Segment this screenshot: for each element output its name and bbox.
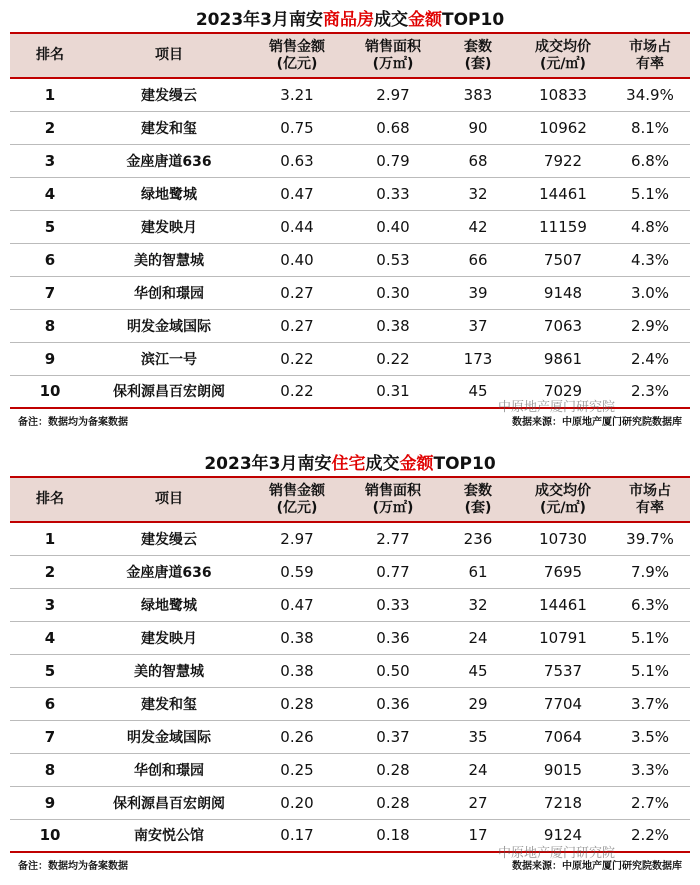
rank-cell: 3 [10,588,90,621]
column-header-line: 销售金额 [269,482,325,499]
amount-cell: 0.28 [248,687,346,720]
price-cell: 10730 [516,522,610,555]
title-part: TOP10 [441,10,505,30]
project-cell: 保利源昌百宏朗阅 [90,786,248,819]
table-header-row [10,478,690,522]
project-cell: 建发缦云 [90,78,248,111]
column-header [440,478,516,522]
price-cell: 7218 [516,786,610,819]
amount-cell: 0.47 [248,588,346,621]
table-title-residential [10,450,690,478]
column-header-unit: (亿元) [276,499,318,516]
column-header-line: 市场占 [629,482,671,499]
price-cell: 14461 [516,588,610,621]
table-row [10,522,690,555]
source-text: 数据来源：中原地产厦门研究院数据库 [512,860,682,872]
column-header-unit: 有率 [636,499,664,516]
price-cell: 7507 [516,243,610,276]
project-cell: 建发和玺 [90,687,248,720]
share-cell: 3.3% [610,753,690,786]
rank-cell: 5 [10,654,90,687]
table-body [10,78,690,408]
project-cell: 建发映月 [90,210,248,243]
area-cell: 0.18 [346,819,440,852]
amount-cell: 0.20 [248,786,346,819]
rank-cell: 5 [10,210,90,243]
table-row [10,687,690,720]
column-header-unit: (元/㎡) [540,55,586,72]
column-header [90,34,248,78]
amount-cell: 0.75 [248,111,346,144]
share-cell: 2.3% [610,375,690,408]
amount-cell: 0.40 [248,243,346,276]
table-title-commercial [10,6,690,34]
table-row [10,342,690,375]
price-cell: 7704 [516,687,610,720]
project-cell: 建发和玺 [90,111,248,144]
rank-cell: 8 [10,309,90,342]
rank-cell: 7 [10,276,90,309]
table-row [10,753,690,786]
table-row [10,588,690,621]
column-header-line: 排名 [36,491,64,507]
column-header-unit: (套) [464,499,492,516]
column-header-line: 排名 [36,47,64,63]
project-cell: 绿地鹭城 [90,177,248,210]
share-cell: 7.9% [610,555,690,588]
title-part: 2023年3月南安 [204,454,332,474]
title-part: 成交 [373,10,408,30]
rank-cell: 10 [10,375,90,408]
units-cell: 32 [440,588,516,621]
amount-cell: 0.17 [248,819,346,852]
table-row [10,276,690,309]
column-header [610,478,690,522]
title-highlight-amount: 金额 [407,10,442,30]
units-cell: 45 [440,375,516,408]
table-row [10,144,690,177]
column-header [516,34,610,78]
area-cell: 0.22 [346,342,440,375]
area-cell: 0.28 [346,753,440,786]
price-cell: 10962 [516,111,610,144]
units-cell: 90 [440,111,516,144]
amount-cell: 0.38 [248,654,346,687]
area-cell: 0.68 [346,111,440,144]
units-cell: 37 [440,309,516,342]
title-part: TOP10 [433,454,496,474]
price-cell: 7537 [516,654,610,687]
project-cell: 美的智慧城 [90,243,248,276]
units-cell: 24 [440,753,516,786]
units-cell: 27 [440,786,516,819]
amount-cell: 2.97 [248,522,346,555]
column-header-unit: (元/㎡) [540,499,586,516]
rank-cell: 10 [10,819,90,852]
price-cell: 9861 [516,342,610,375]
units-cell: 61 [440,555,516,588]
note-text: 备注：数据均为备案数据 [18,416,128,428]
price-cell: 9124 [516,819,610,852]
column-header-unit: (亿元) [276,55,318,72]
note-text: 备注：数据均为备案数据 [18,860,128,872]
share-cell: 4.8% [610,210,690,243]
project-cell: 金座唐道636 [90,555,248,588]
project-cell: 金座唐道636 [90,144,248,177]
area-cell: 0.30 [346,276,440,309]
price-cell: 10791 [516,621,610,654]
area-cell: 0.36 [346,621,440,654]
table-block-residential [10,450,690,875]
column-header [516,478,610,522]
rank-cell: 2 [10,555,90,588]
share-cell: 2.2% [610,819,690,852]
share-cell: 4.3% [610,243,690,276]
project-cell: 滨江一号 [90,342,248,375]
project-cell: 绿地鹭城 [90,588,248,621]
column-header-line: 套数 [464,482,492,499]
table-row [10,111,690,144]
share-cell: 5.1% [610,177,690,210]
rank-cell: 9 [10,786,90,819]
amount-cell: 0.22 [248,342,346,375]
amount-cell: 0.26 [248,720,346,753]
amount-cell: 0.22 [248,375,346,408]
area-cell: 0.50 [346,654,440,687]
amount-cell: 0.25 [248,753,346,786]
rank-cell: 8 [10,753,90,786]
area-cell: 0.40 [346,210,440,243]
amount-cell: 0.47 [248,177,346,210]
table-row [10,210,690,243]
share-cell: 5.1% [610,654,690,687]
rank-cell: 6 [10,687,90,720]
amount-cell: 3.21 [248,78,346,111]
column-header-line: 成交均价 [535,38,591,55]
table-row [10,243,690,276]
title-highlight-type: 住宅 [331,454,366,474]
price-cell: 7029 [516,375,610,408]
title-part: 2023年3月南安 [195,10,323,30]
column-header [440,34,516,78]
column-header [248,34,346,78]
column-header-unit: (套) [464,55,492,72]
share-cell: 6.3% [610,588,690,621]
share-cell: 2.4% [610,342,690,375]
column-header [90,478,248,522]
watermark-text: 中原地产厦门研究院 [498,400,616,415]
area-cell: 0.36 [346,687,440,720]
share-cell: 3.0% [610,276,690,309]
share-cell: 2.7% [610,786,690,819]
units-cell: 42 [440,210,516,243]
area-cell: 0.33 [346,588,440,621]
project-cell: 南安悦公馆 [90,819,248,852]
column-header-line: 套数 [464,38,492,55]
column-header-unit: 有率 [636,55,664,72]
units-cell: 383 [440,78,516,111]
column-header [248,478,346,522]
column-header [10,478,90,522]
rank-cell: 1 [10,522,90,555]
area-cell: 2.97 [346,78,440,111]
column-header-line: 销售面积 [365,482,421,499]
units-cell: 39 [440,276,516,309]
column-header-unit: (万㎡) [372,55,414,72]
share-cell: 3.7% [610,687,690,720]
table-row [10,309,690,342]
column-header [10,34,90,78]
project-cell: 建发缦云 [90,522,248,555]
column-header-unit: (万㎡) [372,499,414,516]
column-header-line: 项目 [155,47,183,63]
price-cell: 7695 [516,555,610,588]
amount-cell: 0.27 [248,276,346,309]
project-cell: 华创和璟园 [90,753,248,786]
area-cell: 2.77 [346,522,440,555]
ranking-table-residential [10,478,690,853]
price-cell: 9015 [516,753,610,786]
area-cell: 0.53 [346,243,440,276]
rank-cell: 4 [10,621,90,654]
price-cell: 11159 [516,210,610,243]
rank-cell: 3 [10,144,90,177]
area-cell: 0.28 [346,786,440,819]
share-cell: 3.5% [610,720,690,753]
area-cell: 0.31 [346,375,440,408]
rank-cell: 2 [10,111,90,144]
units-cell: 68 [440,144,516,177]
project-cell: 美的智慧城 [90,654,248,687]
table-row [10,555,690,588]
table-body [10,522,690,852]
rank-cell: 4 [10,177,90,210]
units-cell: 17 [440,819,516,852]
price-cell: 7922 [516,144,610,177]
units-cell: 32 [440,177,516,210]
units-cell: 173 [440,342,516,375]
title-highlight-type: 商品房 [322,10,374,30]
units-cell: 35 [440,720,516,753]
project-cell: 明发金域国际 [90,720,248,753]
table-row [10,720,690,753]
amount-cell: 0.27 [248,309,346,342]
price-cell: 9148 [516,276,610,309]
column-header-line: 销售面积 [365,38,421,55]
price-cell: 7063 [516,309,610,342]
column-header-line: 销售金额 [269,38,325,55]
share-cell: 39.7% [610,522,690,555]
share-cell: 8.1% [610,111,690,144]
table-block-commercial [10,6,690,431]
table-row [10,621,690,654]
price-cell: 10833 [516,78,610,111]
area-cell: 0.79 [346,144,440,177]
amount-cell: 0.38 [248,621,346,654]
share-cell: 6.8% [610,144,690,177]
title-highlight-amount: 金额 [399,454,434,474]
price-cell: 14461 [516,177,610,210]
rank-cell: 9 [10,342,90,375]
units-cell: 29 [440,687,516,720]
share-cell: 5.1% [610,621,690,654]
project-cell: 华创和璟园 [90,276,248,309]
table-row [10,177,690,210]
price-cell: 7064 [516,720,610,753]
rank-cell: 1 [10,78,90,111]
amount-cell: 0.59 [248,555,346,588]
units-cell: 66 [440,243,516,276]
amount-cell: 0.63 [248,144,346,177]
column-header [346,478,440,522]
area-cell: 0.38 [346,309,440,342]
amount-cell: 0.44 [248,210,346,243]
area-cell: 0.37 [346,720,440,753]
table-header-row [10,34,690,78]
project-cell: 明发金域国际 [90,309,248,342]
source-text: 数据来源：中原地产厦门研究院数据库 [512,416,682,428]
column-header-line: 市场占 [629,38,671,55]
table-row [10,78,690,111]
units-cell: 236 [440,522,516,555]
units-cell: 24 [440,621,516,654]
title-part: 成交 [365,454,400,474]
units-cell: 45 [440,654,516,687]
column-header-line: 成交均价 [535,482,591,499]
column-header [610,34,690,78]
watermark-text: 中原地产厦门研究院 [498,846,616,861]
ranking-table-commercial [10,34,690,409]
rank-cell: 6 [10,243,90,276]
table-row [10,654,690,687]
area-cell: 0.77 [346,555,440,588]
table-row [10,786,690,819]
project-cell: 保利源昌百宏朗阅 [90,375,248,408]
area-cell: 0.33 [346,177,440,210]
column-header-line: 项目 [155,491,183,507]
column-header [346,34,440,78]
project-cell: 建发映月 [90,621,248,654]
share-cell: 2.9% [610,309,690,342]
share-cell: 34.9% [610,78,690,111]
rank-cell: 7 [10,720,90,753]
